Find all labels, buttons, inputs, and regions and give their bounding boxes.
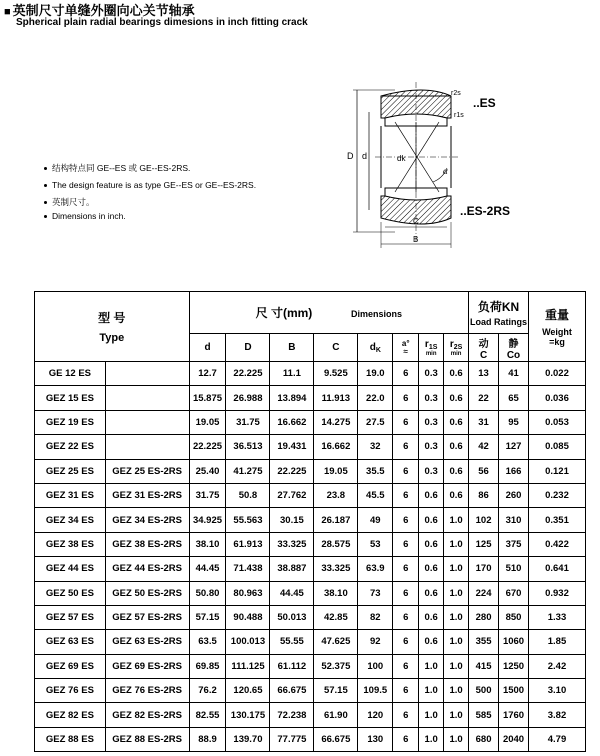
table-cell: 14.275 [314,410,358,434]
weight-header-en: Weight =kg [542,327,572,347]
table-cell: 32 [358,435,393,459]
table-cell: GEZ 63 ES-2RS [105,630,189,654]
table-cell: 1060 [499,630,529,654]
table-row [35,362,586,386]
table-cell: 53 [358,532,393,556]
table-cell: 33.325 [314,557,358,581]
table-cell: 38.887 [270,557,314,581]
table-cell: 22 [469,386,499,410]
table-row [35,654,586,678]
col-D: D [226,334,270,362]
table-cell: 26.187 [314,508,358,532]
table-cell: 224 [469,581,499,605]
table-cell: 88.9 [189,727,226,751]
table-cell: 45.5 [358,483,393,507]
col-B: B [270,334,314,362]
table-cell: GEZ 82 ES-2RS [105,703,189,727]
load-ratings-header [469,292,529,334]
col-C: C [314,334,358,362]
table-cell: 11.1 [270,362,314,386]
table-cell: 0.085 [528,435,585,459]
table-cell: 41 [499,362,529,386]
table-cell: 27.762 [270,483,314,507]
table-cell: 0.6 [444,459,469,483]
table-cell: 3.10 [528,679,585,703]
table-cell: 42 [469,435,499,459]
diagram-label-alpha: α [443,166,448,176]
table-cell: 0.6 [419,605,444,629]
table-cell: 22.0 [358,386,393,410]
table-cell: GEZ 34 ES-2RS [105,508,189,532]
table-cell: 1250 [499,654,529,678]
table-cell: 0.232 [528,483,585,507]
table-cell: 44.45 [189,557,226,581]
table-cell: GEZ 31 ES [35,483,106,507]
table-cell: 22.225 [226,362,270,386]
table-cell: 34.925 [189,508,226,532]
table-row [35,630,586,654]
bullet-icon [44,167,47,170]
table-cell: GEZ 19 ES [35,410,106,434]
table-row [35,459,586,483]
table-cell: 0.6 [419,483,444,507]
table-cell: 125 [469,532,499,556]
table-cell: 0.3 [419,386,444,410]
table-cell: 120.65 [226,679,270,703]
table-cell: 0.6 [419,630,444,654]
table-cell: 52.375 [314,654,358,678]
col-dk: $d_K$ [358,334,393,362]
table-cell: 11.913 [314,386,358,410]
table-cell: 6 [393,703,419,727]
table-cell: 0.641 [528,557,585,581]
table-cell: 0.6 [419,581,444,605]
table-cell: GEZ 38 ES [35,532,106,556]
col-d: d [189,334,226,362]
table-cell: 49 [358,508,393,532]
table-cell: 170 [469,557,499,581]
table-row [35,605,586,629]
table-cell: 13 [469,362,499,386]
table-cell: 66.675 [270,679,314,703]
table-cell: 139.70 [226,727,270,751]
table-cell: 15.875 [189,386,226,410]
table-cell: GEZ 88 ES [35,727,106,751]
table-cell: 57.15 [314,679,358,703]
table-cell: 1.0 [444,557,469,581]
table-cell: 1.0 [444,581,469,605]
table-row [35,508,586,532]
label-es: ..ES [473,96,496,110]
table-cell: 95 [499,410,529,434]
table-cell: 6 [393,410,419,434]
table-cell: GEZ 57 ES [35,605,106,629]
table-cell: 0.6 [419,532,444,556]
table-cell: GEZ 76 ES-2RS [105,679,189,703]
table-cell: 0.022 [528,362,585,386]
table-cell: 3.82 [528,703,585,727]
table-cell: 6 [393,386,419,410]
table-cell: 6 [393,654,419,678]
table-cell: 9.525 [314,362,358,386]
table-cell: 100 [358,654,393,678]
dimensions-header-cn: 尺 寸(mm) [255,306,313,320]
table-cell: 680 [469,727,499,751]
table-cell: 71.438 [226,557,270,581]
table-cell: 0.351 [528,508,585,532]
bearing-cross-section-diagram [335,82,555,257]
table-cell: 56 [469,459,499,483]
table-cell: 44.45 [270,581,314,605]
table-cell: 1.0 [419,679,444,703]
table-row [35,435,586,459]
table-cell: 1.33 [528,605,585,629]
table-cell: 1.85 [528,630,585,654]
table-cell: 0.6 [444,483,469,507]
table-cell: 0.053 [528,410,585,434]
table-cell: 63.5 [189,630,226,654]
feature-note: 英制尺寸。 [44,196,95,208]
table-cell: 355 [469,630,499,654]
table-cell: GEZ 34 ES [35,508,106,532]
table-cell: 16.662 [314,435,358,459]
table-cell: 280 [469,605,499,629]
table-cell: 1.0 [419,703,444,727]
diagram-label-C: C [413,217,419,226]
table-cell: GE 12 ES [35,362,106,386]
feature-note: Dimensions in inch. [44,211,126,221]
table-cell: 0.3 [419,435,444,459]
table-cell: 130 [358,727,393,751]
table-cell: 26.988 [226,386,270,410]
table-cell: GEZ 50 ES [35,581,106,605]
table-cell: 850 [499,605,529,629]
table-row [35,410,586,434]
table-cell: 310 [499,508,529,532]
label-es-2rs: ..ES-2RS [460,204,511,218]
table-row [35,703,586,727]
table-cell: 0.3 [419,459,444,483]
table-cell: 13.894 [270,386,314,410]
table-cell: 0.6 [444,410,469,434]
weight-header-cn: 重量 [544,308,569,322]
table-cell: 6 [393,630,419,654]
table-cell: 6 [393,557,419,581]
table-cell: 0.6 [444,386,469,410]
table-cell: 6 [393,679,419,703]
table-cell: 27.5 [358,410,393,434]
table-cell: 2040 [499,727,529,751]
diagram-label-D: D [347,151,354,161]
table-cell: 127 [499,435,529,459]
table-cell: 1.0 [419,654,444,678]
table-cell: 30.15 [270,508,314,532]
table-row [35,581,586,605]
table-cell: 36.513 [226,435,270,459]
table-cell: GEZ 44 ES [35,557,106,581]
col-r1s: $r_{1S}$ min [419,334,444,362]
table-row [35,557,586,581]
table-cell: 1.0 [444,679,469,703]
table-cell: GEZ 50 ES-2RS [105,581,189,605]
table-cell: 25.40 [189,459,226,483]
diagram-label-dk: dk [397,154,406,163]
table-cell: 6 [393,483,419,507]
table-cell: 38.10 [314,581,358,605]
dimension-table [34,291,586,752]
table-cell: GEZ 76 ES [35,679,106,703]
col-static-load: 静 Co [499,334,529,362]
table-cell: 0.6 [419,508,444,532]
table-cell: 0.3 [419,362,444,386]
table-cell: 86 [469,483,499,507]
table-cell: 1500 [499,679,529,703]
table-cell: 50.80 [189,581,226,605]
table-cell: 61.112 [270,654,314,678]
type-header [35,292,190,362]
diagram-label-B: B [413,235,419,244]
table-cell: 670 [499,581,529,605]
table-cell: 28.575 [314,532,358,556]
table-cell: 415 [469,654,499,678]
table-row [35,483,586,507]
table-cell: 31 [469,410,499,434]
table-cell: 6 [393,435,419,459]
table-cell: 23.8 [314,483,358,507]
table-row [35,679,586,703]
table-cell: 61.90 [314,703,358,727]
table-cell: 0.6 [444,362,469,386]
table-cell: 77.775 [270,727,314,751]
table-cell: GEZ 31 ES-2RS [105,483,189,507]
table-cell: GEZ 69 ES-2RS [105,654,189,678]
table-cell: 0.422 [528,532,585,556]
table-cell: 111.125 [226,654,270,678]
table-cell: 61.913 [226,532,270,556]
col-dynamic-load: 动 C [469,334,499,362]
table-cell: 585 [469,703,499,727]
table-cell: 1.0 [444,532,469,556]
weight-header [528,292,585,362]
table-cell: 76.2 [189,679,226,703]
table-cell: 1.0 [444,605,469,629]
table-row [35,386,586,410]
table-cell: 1760 [499,703,529,727]
table-cell: 1.0 [444,727,469,751]
table-cell: 6 [393,508,419,532]
table-cell: GEZ 22 ES [35,435,106,459]
table-cell: 1.0 [444,508,469,532]
diagram-label-r2s: r2s [451,90,461,97]
table-cell: 260 [499,483,529,507]
table-cell: 0.036 [528,386,585,410]
table-cell: GEZ 25 ES [35,459,106,483]
table-cell: 63.9 [358,557,393,581]
feature-note: 结构特点同 GE--ES 或 GE--ES-2RS. [44,162,190,174]
table-cell: 19.0 [358,362,393,386]
table-cell: 41.275 [226,459,270,483]
table-cell: GEZ 88 ES-2RS [105,727,189,751]
table-cell: 72.238 [270,703,314,727]
table-cell: 0.121 [528,459,585,483]
table-cell: 92 [358,630,393,654]
table-cell: 6 [393,362,419,386]
table-cell [105,410,189,434]
table-cell: 375 [499,532,529,556]
table-cell: 19.05 [189,410,226,434]
table-cell: 1.0 [444,654,469,678]
table-cell: 90.488 [226,605,270,629]
table-cell: 1.0 [419,727,444,751]
table-row [35,727,586,751]
table-cell: 19.431 [270,435,314,459]
col-alpha: a° ≈ [393,334,419,362]
table-cell: 120 [358,703,393,727]
table-cell: 73 [358,581,393,605]
table-cell: GEZ 57 ES-2RS [105,605,189,629]
table-cell: 130.175 [226,703,270,727]
table-cell [105,435,189,459]
table-cell [105,386,189,410]
bullet-icon [44,184,47,187]
table-cell: 6 [393,605,419,629]
table-cell: 0.6 [444,435,469,459]
table-cell: GEZ 44 ES-2RS [105,557,189,581]
bullet-icon [44,215,47,218]
table-cell: 50.013 [270,605,314,629]
feature-note: The design feature is as type GE--ES or GE--ES-2RS. [44,180,256,190]
table-cell: 510 [499,557,529,581]
table-cell: 38.10 [189,532,226,556]
table-cell: 22.225 [189,435,226,459]
table-cell: 22.225 [270,459,314,483]
table-cell: 55.55 [270,630,314,654]
diagram-label-r1s: r1s [454,112,464,119]
table-cell: 166 [499,459,529,483]
diagram-label-d: d [362,151,368,161]
table-cell: 82 [358,605,393,629]
table-cell: 12.7 [189,362,226,386]
table-cell: 2.42 [528,654,585,678]
table-cell: 33.325 [270,532,314,556]
table-cell: 31.75 [226,410,270,434]
table-cell: GEZ 82 ES [35,703,106,727]
page-title-cn: ■ 英制尺寸单缝外圈向心关节轴承 [4,3,195,18]
table-cell: 6 [393,727,419,751]
table-cell: 19.05 [314,459,358,483]
table-cell: 100.013 [226,630,270,654]
dimensions-header [189,292,469,334]
col-r2s: $r_{2S}$ min [444,334,469,362]
dimensions-header-en: Dimensions [350,309,402,319]
table-cell: 0.932 [528,581,585,605]
table-cell: 55.563 [226,508,270,532]
table-row [35,532,586,556]
table-cell: GEZ 38 ES-2RS [105,532,189,556]
table-cell: GEZ 69 ES [35,654,106,678]
type-header-cn: 型 号 [98,311,126,325]
table-cell [105,362,189,386]
load-header-en: Load Ratings [470,317,528,327]
table-cell: 1.0 [444,630,469,654]
table-cell: 80.963 [226,581,270,605]
table-cell: 0.6 [419,557,444,581]
table-cell: 0.3 [419,410,444,434]
table-cell: 4.79 [528,727,585,751]
table-cell: 50.8 [226,483,270,507]
table-cell: 47.625 [314,630,358,654]
table-cell: 16.662 [270,410,314,434]
table-cell: GEZ 25 ES-2RS [105,459,189,483]
table-cell: 35.5 [358,459,393,483]
table-cell: 65 [499,386,529,410]
load-header-cn: 负荷KN [477,300,520,314]
table-cell: 66.675 [314,727,358,751]
table-cell: 31.75 [189,483,226,507]
table-cell: 500 [469,679,499,703]
table-cell: 6 [393,459,419,483]
table-cell: GEZ 15 ES [35,386,106,410]
table-cell: 42.85 [314,605,358,629]
table-cell: 57.15 [189,605,226,629]
table-cell: 109.5 [358,679,393,703]
page-title-en: Spherical plain radial bearings dimesions in inch fitting crack [16,17,308,28]
table-cell: 82.55 [189,703,226,727]
table-cell: 1.0 [444,703,469,727]
table-cell: 69.85 [189,654,226,678]
table-cell: 102 [469,508,499,532]
table-cell: 6 [393,581,419,605]
type-header-en: Type [99,332,125,344]
table-cell: GEZ 63 ES [35,630,106,654]
bullet-icon [44,201,47,204]
table-cell: 6 [393,532,419,556]
